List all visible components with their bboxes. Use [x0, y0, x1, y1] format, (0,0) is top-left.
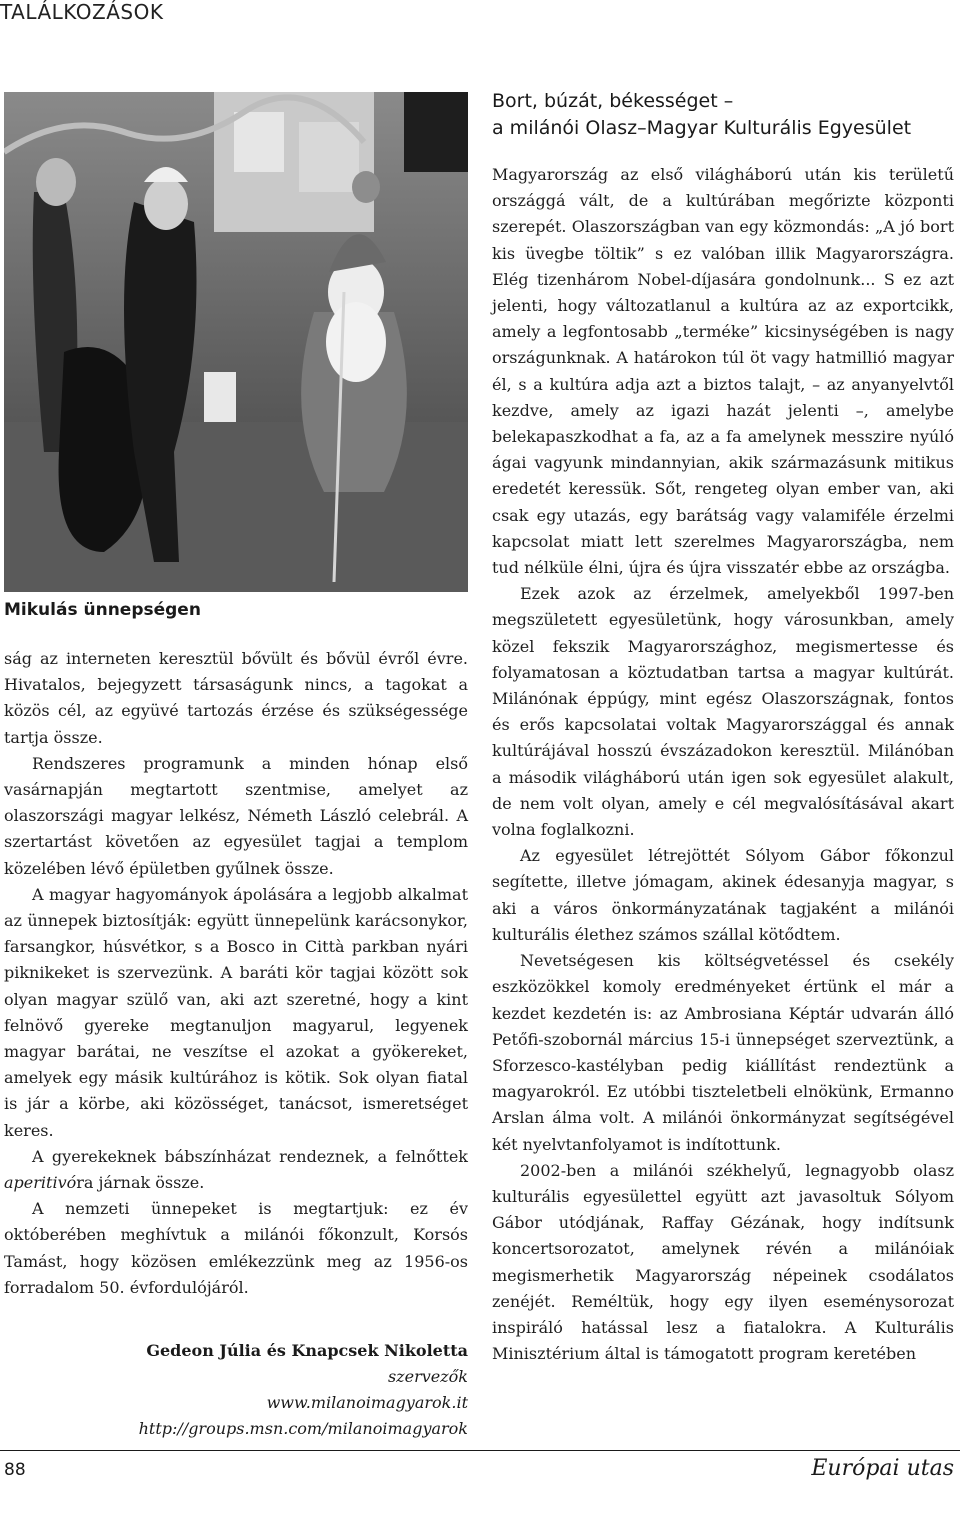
article-title-line: Bort, búzát, békességet –	[492, 90, 734, 112]
paragraph: Nevetségesen kis költségvetéssel és csekély eszközökkel komoly eredményeket értünk el már a kezdet kezdetén is: az Ambrosiana Képtár udvarán álló Petőfi-szobornál március 15-i ünnepséget szerveztünk, a Sforzesco-kastélyban pedig kiállítást rendeztünk a magyarokról. Ez utóbbi tiszteletbeli elnökünk, Ermanno Arslan álma volt. A milánói önkormányzat segítségével két nyelvtanfolyamot is indítottunk.	[492, 951, 954, 1154]
signature-block	[4, 1338, 468, 1442]
photo-caption: Mikulás ünnepségen	[4, 600, 201, 620]
italic-term: aperitivó	[4, 1173, 77, 1193]
footer-divider	[0, 1450, 960, 1451]
paragraph	[4, 1144, 468, 1196]
paragraph: Az egyesület létrejöttét Sólyom Gábor főkonzul segítette, illetve jómagam, akinek édesanyja magyar, s aki a város önkormányzatának tagjaként a milánói kulturális élethez számos szállal kötődtem.	[492, 846, 954, 944]
left-column-text	[4, 646, 468, 1301]
authors: Gedeon Júlia és Knapcsek Nikoletta	[146, 1341, 468, 1360]
page-number: 88	[4, 1460, 26, 1480]
group-link[interactable]: http://groups.msn.com/milanoimagyarok	[138, 1419, 468, 1438]
article-title-line: a milánói Olasz–Magyar Kulturális Egyesület	[492, 117, 912, 139]
event-photo	[4, 92, 468, 592]
article-title	[492, 88, 954, 142]
paragraph: A magyar hagyományok ápolására a legjobb alkalmat az ünnepek biztosítják: együtt ünnepelünk karácsonykor, farsangkor, húsvétkor, s a Bosco in Città parkban nyári piknikeket is szervezünk. A baráti kör tagjai között sok olyan magyar szülő van, aki azt szeretné, hogy a kint felnövő gyereke megtanuljon magyarul, legyenek magyar barátai, ne veszítse el azokat a gyökereket, amelyek egy másik kultúrához is kötik. Sok olyan fiatal is jár a körbe, aki közösséget, tanácsot, ismeretséget keres.	[4, 884, 468, 1140]
paragraph: Ezek azok az érzelmek, amelyekből 1997-ben megszületett egyesületünk, hogy városunkban, amely közel fekszik Magyarországhoz, megismertesse és folyamatosan a köztudatban tartsa a magyar kultúrát. Milánónak éppúgy, mint egész Olaszországnak, fontos és erős kapcsolatai voltak Magyarországgal és annak kultúrájával hosszú évszázadokon keresztül. Milánóban a második világháború után igen sok egyesület alakult, de nem volt olyan, amely e cél megvalósításával akart volna foglalkozni.	[492, 584, 954, 840]
paragraph: Magyarország az első világháború után kis területű országgá vált, de a kultúrában megőrizte központi szerepét. Olaszországban van egy közmondás: „A jó bort kis üvegbe töltik” s ez valóban illik Magyarországra. Elég tizenhárom Nobel-díjasára gondolnunk... S ez azt jelenti, hogy változatlanul a kultúra az az exportcikk, amely a legfontosabb „terméke” kicsinységében is nagy országunknak. A határokon túl öt vagy hatmillió magyar él, s a kultúra adja azt a biztos talajt, – az anyanyelvtől kezdve, amely az igazi hazát jelenti –, amelybe belekapaszkodhat a fa, az a fa amelynek messzire nyúló ágai vagyunk mindannyian, akik származásunk mitikus eredetét keressük. Sőt, rengeteg olyan ember van, aki csak egy utazás, egy barátság vagy valamiféle érzelmi kapcsolat miatt lett szerelmes Magyarországba, nem tud nélküle élni, újra és újra visszatér ebbe az országba.	[492, 165, 954, 578]
author-role: szervezők	[387, 1367, 468, 1386]
right-column-text	[492, 162, 954, 1367]
magazine-title: Európai utas	[811, 1456, 954, 1481]
photo-illustration	[4, 92, 468, 592]
paragraph: Rendszeres programunk a minden hónap első vasárnapján megtartott szentmise, amelyet az olaszországi magyar lelkész, Németh László celebrál. A szertartást követően az egyesület tagjai a templom közelében lévő épületben gyűlnek össze.	[4, 753, 468, 878]
section-label: TALÁLKOZÁSOK	[0, 0, 164, 24]
website-link[interactable]: www.milanoimagyarok.it	[266, 1393, 468, 1412]
text-run: ra járnak össze.	[76, 1173, 205, 1193]
paragraph: 2002-ben a milánói székhelyű, legnagyobb olasz kulturális egyesülettel együtt azt javasoltuk Sólyom Gábor utódjának, Raffay Gézának, hogy indítsunk koncertsorozatot, amelynek révén a milánóiak megismerhetik Magyarország népeinek csodálatos zenéjét. Reméltük, hogy egy ilyen eseménysorozat inspiráló hatással lesz a fiatalokra. A Kulturális Minisztérium által is támogatott program keretében	[492, 1160, 954, 1364]
paragraph: A nemzeti ünnepeket is megtartjuk: ez év októberében meghívtuk a milánói főkonzult, Korsós Tamást, hogy közösen emlékezzünk meg az 1956-os forradalom 50. évfordulójáról.	[4, 1199, 468, 1297]
paragraph: ság az interneten keresztül bővült és bővül évről évre. Hivatalos, bejegyzett társaságunk nincs, a tagokat a közös cél, az együvé tartozás érzése és szükségessége tartja össze.	[4, 649, 468, 747]
text-run: A gyerekeknek bábszínházat rendeznek, a felnőttek	[32, 1146, 468, 1166]
